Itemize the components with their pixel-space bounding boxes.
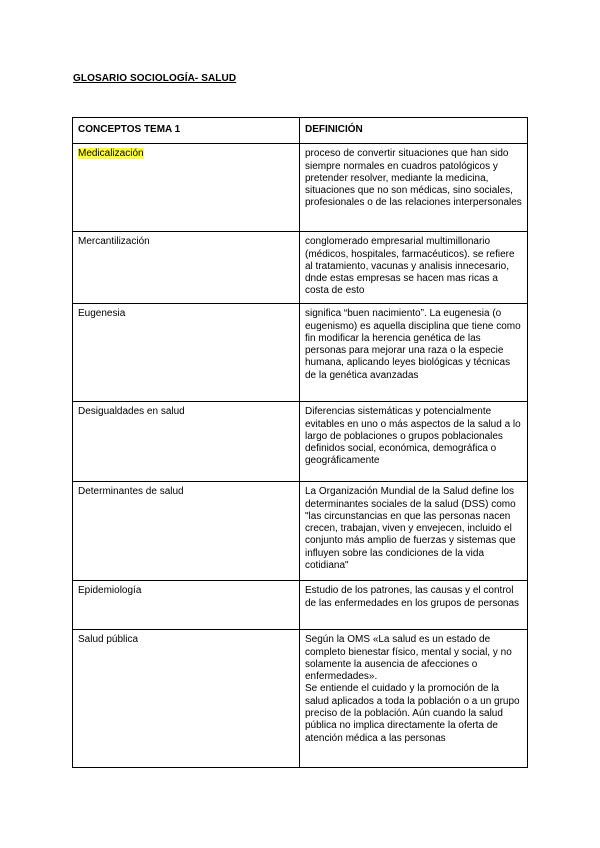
table-row (73, 630, 528, 768)
header-definition: DEFINICIÓN (300, 118, 528, 144)
document-title: GLOSARIO SOCIOLOGÍA- SALUD (73, 73, 237, 84)
highlighted-concept: Medicalización (78, 148, 144, 160)
definition-cell: proceso de convertir situaciones que han sido siempre normales en cuadros patológicos y pretender resolver, mediante la medicina, situaciones que no son médicas, sino sociales, profesionales o de las relaciones interpersonales (300, 144, 528, 232)
concept-cell: Desigualdades en salud (73, 402, 300, 482)
definition-paragraph: Se entiende el cuidado y la promoción de la salud aplicados a toda la población o a un grupo preciso de la población. Aún cuando la salud pública no implica directamente la oferta de atención médica a las personas (305, 683, 520, 744)
table-row (73, 482, 528, 581)
definition-cell (300, 630, 528, 768)
definition-paragraph: Según la OMS «La salud es un estado de completo bienestar físico, mental y social, y no solamente la ausencia de afecciones o enfermedades». (305, 634, 512, 683)
concept-cell: Mercantilización (73, 232, 300, 304)
table-header-row (73, 118, 528, 144)
concept-cell (73, 144, 300, 232)
glossary-table (72, 117, 528, 768)
definition-cell: significa “buen nacimiento”. La eugenesia (o eugenismo) es aquella disciplina que tiene como fin modificar la herencia genética de las personas para mejorar una raza o la especie humana, aplicando leyes biológicas y técnicas de la genética avanzadas (300, 304, 528, 402)
header-concepts: CONCEPTOS TEMA 1 (73, 118, 300, 144)
table-row (73, 304, 528, 402)
table-row (73, 144, 528, 232)
concept-cell: Eugenesia (73, 304, 300, 402)
concept-cell: Determinantes de salud (73, 482, 300, 581)
table-row (73, 232, 528, 304)
definition-cell: La Organización Mundial de la Salud define los determinantes sociales de la salud (DSS) como "las circunstancias en que las personas nacen crecen, trabajan, viven y envejecen, incluido el conjunto más amplio de fuerzas y sistemas que influyen sobre las condiciones de la vida cotidiana" (300, 482, 528, 581)
definition-cell: Diferencias sistemáticas y potencialmente evitables en uno o más aspectos de la salud a lo largo de poblaciones o grupos poblacionales definidos social, económica, demográfica o geográficamente (300, 402, 528, 482)
concept-cell: Epidemiología (73, 581, 300, 630)
table-row (73, 402, 528, 482)
table-row (73, 581, 528, 630)
definition-cell: Estudio de los patrones, las causas y el control de las enfermedades en los grupos de personas (300, 581, 528, 630)
concept-cell: Salud pública (73, 630, 300, 768)
definition-cell: conglomerado empresarial multimillonario (médicos, hospitales, farmacéuticos). se refiere al tratamiento, vacunas y analisis innecesario, dnde estas empresas se hacen mas ricas a costa de esto (300, 232, 528, 304)
